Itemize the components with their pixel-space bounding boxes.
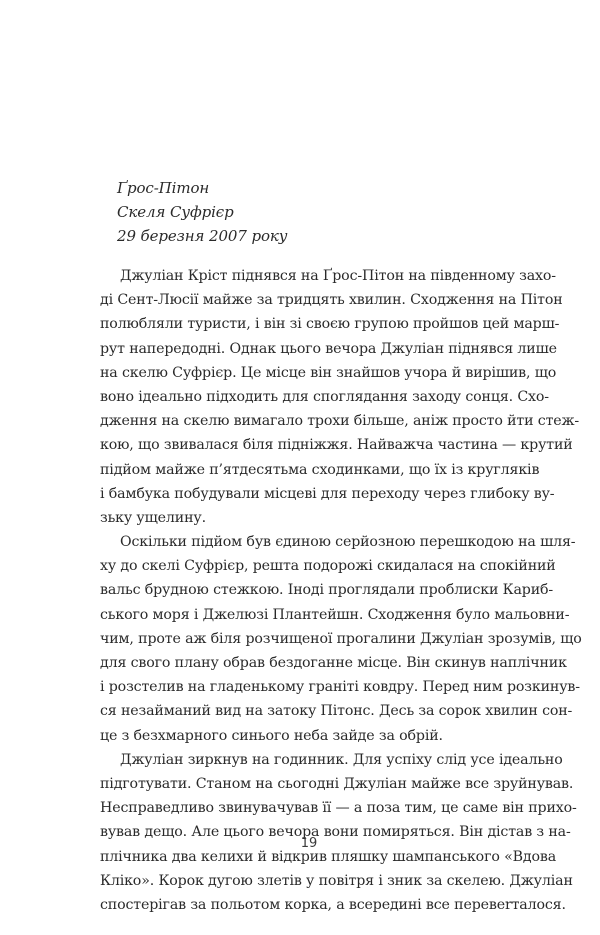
text-line: і розстелив на гладенькому граніті ковдру. Перед ним розкинув- — [100, 679, 580, 696]
text-line: кою, що звивалася біля підніжжя. Найважча частина — крутий — [100, 437, 573, 454]
paragraph-2 — [100, 530, 582, 748]
text-line: Кліко». Корок дугою злетів у повітря і зник за скелею. Джуліан — [100, 872, 573, 889]
body-text — [100, 264, 582, 917]
chapter-heading — [117, 176, 287, 248]
text-line: і бамбука побудували місцеві для переходу через глибоку ву- — [100, 485, 555, 502]
text-line: воно ідеально підходить для споглядання заходу сонця. Схо- — [100, 388, 549, 405]
heading-date: 29 березня 2007 року — [117, 227, 288, 245]
paragraph-3 — [100, 748, 577, 917]
page-number: 19 — [300, 836, 318, 851]
text-line: це з безхмарного синього неба зайде за обрій. — [100, 727, 443, 744]
text-line: ху до скелі Суфрієр, решта подорожі скидалася на спокійний — [100, 558, 556, 575]
text-line: Джуліан зиркнув на годинник. Для успіху слід усе ідеально — [120, 751, 563, 768]
heading-place: Скеля Суфрієр — [117, 203, 234, 221]
text-line: підготувати. Станом на сьогодні Джуліан майже все зруйнував. — [100, 775, 574, 792]
text-line: вальс брудною стежкою. Іноді проглядали проблиски Кариб- — [100, 582, 554, 599]
text-line: плічника два келихи й відкрив пляшку шампанського «Вдова — [100, 848, 557, 865]
text-line: ського моря і Джелюзі Плантейшн. Сходження було мальовни- — [100, 606, 570, 623]
text-line: для свого плану обрав бездоганне місце. Він скинув наплічник — [100, 655, 567, 671]
heading-location: Ґрос-Пітон — [117, 179, 210, 197]
text-line: дження на скелю вимагало трохи більше, аніж просто йти стеж- — [100, 413, 580, 430]
text-line: на скелю Суфрієр. Це місце він знайшов учора й вирішив, що — [100, 364, 557, 381]
text-line: рут напередодні. Однак цього вечора Джуліан піднявся лише — [100, 340, 557, 357]
text-line: ді Сент-Люсії майже за тридцять хвилин. Сходження на Пітон — [100, 292, 563, 309]
book-page — [100, 0, 582, 935]
text-line: Оскільки підйом був єдиною серйозною перешкодою на шля- — [120, 534, 576, 551]
text-line: вував дещо. Але цього вечора вони помиряться. Він дістав з на- — [100, 824, 571, 841]
text-line: Джуліан Кріст піднявся на Ґрос-Пітон на південному захо- — [120, 268, 556, 284]
text-line: полюбляли туристи, і він зі своєю групою пройшов цей марш- — [100, 316, 560, 333]
text-line: зьку ущелину. — [100, 509, 206, 526]
text-line: спостерігав за польотом корка, а всередині все перевerталося. — [100, 896, 566, 913]
text-line: чим, проте аж біля розчищеної прогалини Джуліан зрозумів, що — [100, 630, 582, 647]
text-line: ся незайманий вид на затоку Пітонс. Десь за сорок хвилин сон- — [100, 703, 573, 720]
text-line: Несправедливо звинувачував її — а поза тим, це саме він прихо- — [100, 800, 577, 817]
paragraph-1 — [100, 264, 580, 530]
text-line: підйом майже п’ятдесятьма сходинками, що їх із кругляків — [100, 461, 540, 478]
